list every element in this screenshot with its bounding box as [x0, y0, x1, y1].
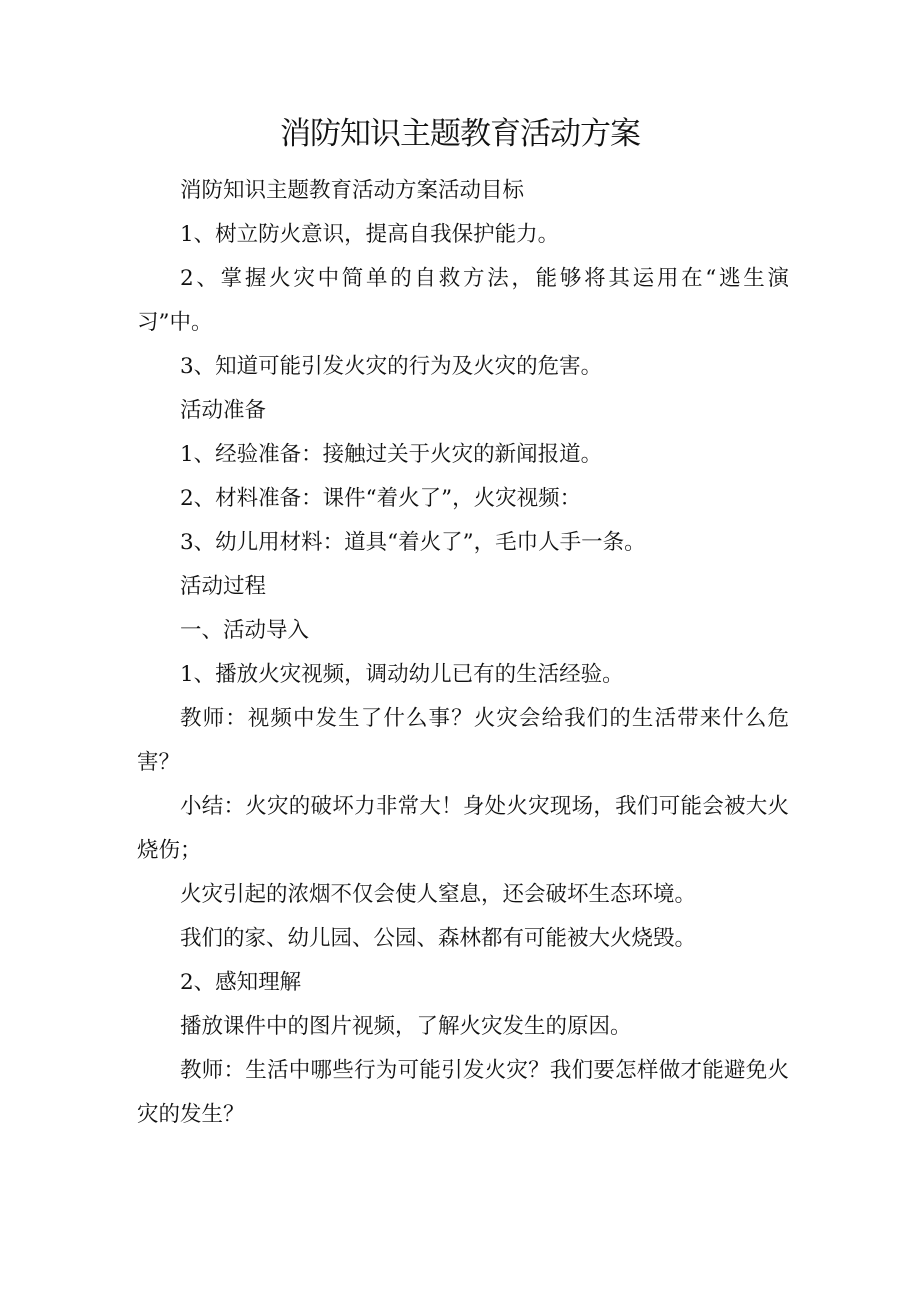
paragraph-places: 我们的家、幼儿园、公园、森林都有可能被大火烧毁。	[180, 926, 697, 951]
paragraph-goal-2: 2、掌握火灾中简单的自救方法，能够将其运用在“逃生演习”中。	[137, 266, 789, 335]
paragraph-prep-1: 1、经验准备：接触过关于火灾的新闻报道。	[180, 442, 603, 467]
subsection-heading-intro: 一、活动导入	[180, 618, 310, 643]
paragraph-goal-1: 1、树立防火意识，提高自我保护能力。	[180, 222, 560, 247]
paragraph-teacher-question-1: 教师：视频中发生了什么事？火灾会给我们的生活带来什么危害？	[137, 706, 789, 775]
paragraph-smoke: 火灾引起的浓烟不仅会使人窒息，还会破坏生态环境。	[180, 882, 697, 907]
paragraph-summary: 小结：火灾的破坏力非常大！身处火灾现场，我们可能会被大火烧伤；	[137, 794, 789, 863]
document-body	[137, 169, 789, 1137]
paragraph-teacher-question-2: 教师：生活中哪些行为可能引发火灾？我们要怎样做才能避免火灾的发生？	[137, 1058, 789, 1127]
paragraph-prep-2: 2、材料准备：课件“着火了”，火灾视频：	[180, 486, 582, 511]
paragraph-goal-3: 3、知道可能引发火灾的行为及火灾的危害。	[180, 354, 603, 379]
section-heading-preparation: 活动准备	[180, 398, 267, 423]
paragraph-step-2: 2、感知理解	[180, 970, 302, 995]
document-title: 消防知识主题教育活动方案	[280, 116, 640, 152]
paragraph-prep-3: 3、幼儿用材料：道具“着火了”，毛巾人手一条。	[180, 530, 646, 555]
section-heading-process: 活动过程	[180, 574, 267, 599]
paragraph-intro: 消防知识主题教育活动方案活动目标	[180, 178, 525, 203]
paragraph-step-1: 1、播放火灾视频，调动幼儿已有的生活经验。	[180, 662, 624, 687]
paragraph-play-courseware: 播放课件中的图片视频，了解火灾发生的原因。	[180, 1014, 632, 1039]
